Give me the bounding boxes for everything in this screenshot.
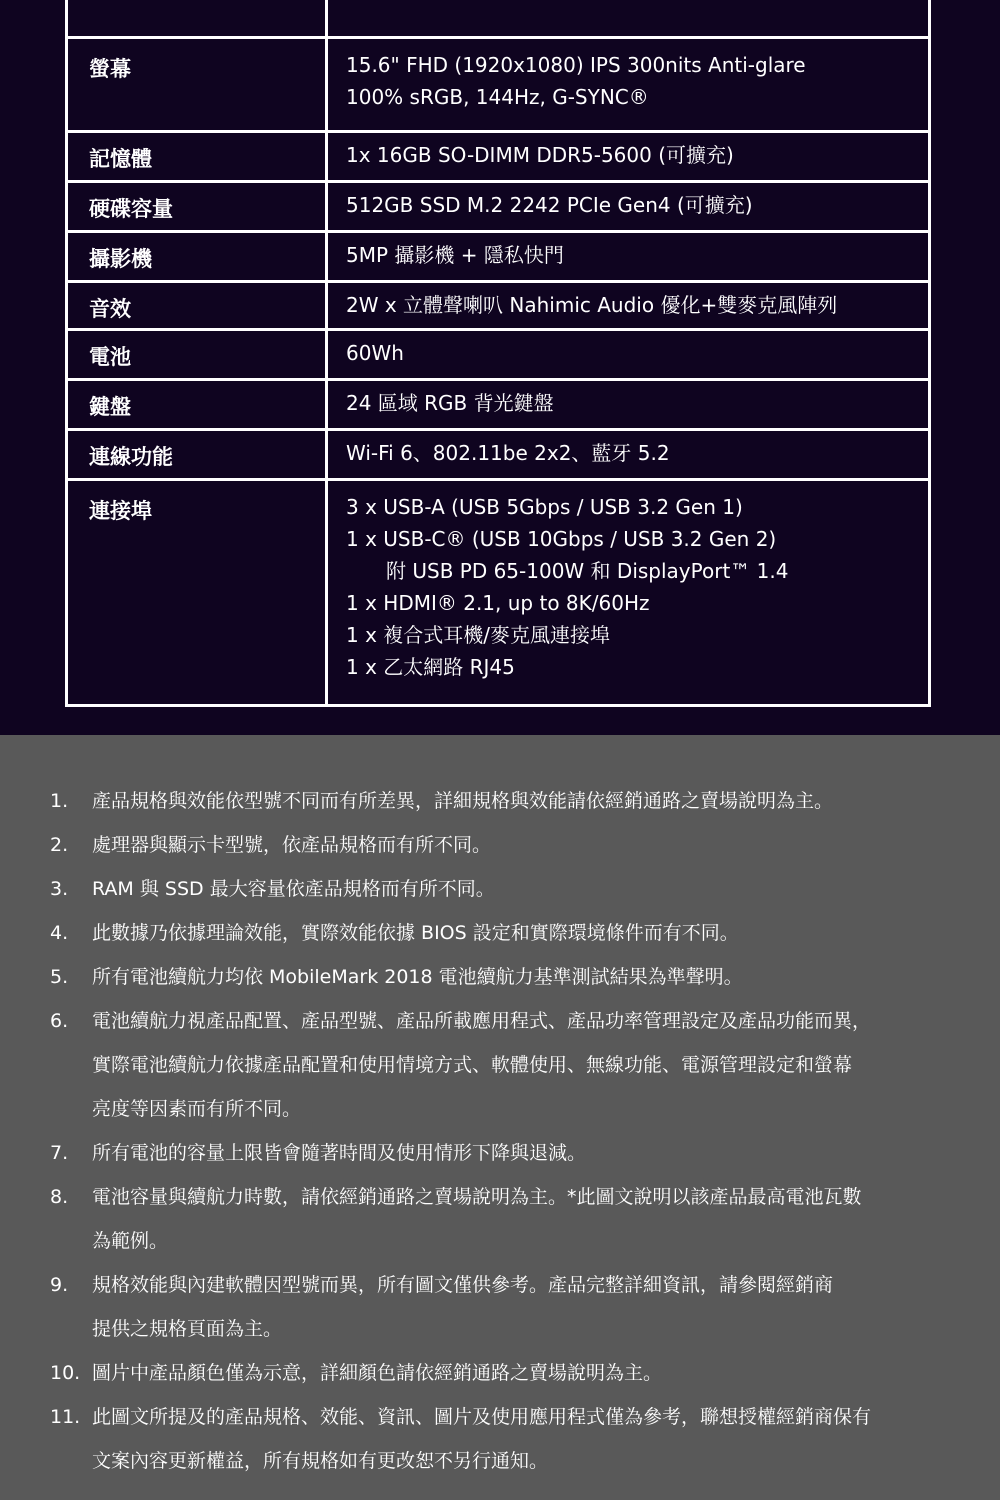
spec-row xyxy=(67,380,930,430)
notes-section xyxy=(0,735,1000,1500)
spec-row xyxy=(67,132,930,182)
spec-value-line: 1 x USB-C® (USB 10Gbps / USB 3.2 Gen 2) xyxy=(346,527,777,551)
spec-value-line: Wi-Fi 6、802.11be 2x2、藍牙 5.2 xyxy=(346,441,670,465)
spec-value-line: 附 USB PD 65-100W 和 DisplayPort™ 1.4 xyxy=(386,559,789,583)
spec-label: 音效 xyxy=(67,282,327,330)
spec-value xyxy=(327,38,930,132)
note-item xyxy=(0,1175,1000,1263)
note-item xyxy=(0,911,1000,955)
note-item xyxy=(0,999,1000,1131)
spec-value-line: 1 x 乙太網路 RJ45 xyxy=(346,655,515,679)
spec-label: 連接埠 xyxy=(67,480,327,706)
note-text-line: 文案內容更新權益，所有規格如有更改恕不另行通知。 xyxy=(92,1450,549,1472)
note-item xyxy=(0,1131,1000,1175)
note-number: 9. xyxy=(50,1274,69,1296)
note-text-line: 電池容量與續航力時數，請依經銷通路之賣場說明為主。*此圖文說明以該產品最高電池瓦數 xyxy=(92,1186,862,1208)
note-item xyxy=(0,823,1000,867)
note-text-line: 產品規格與效能依型號不同而有所差異，詳細規格與效能請依經銷通路之賣場說明為主。 xyxy=(92,790,834,812)
spec-value-line: 1 x 複合式耳機/麥克風連接埠 xyxy=(346,623,611,647)
spec-label: 連線功能 xyxy=(67,430,327,480)
note-text-line: 此數據乃依據理論效能，實際效能依據 BIOS 設定和實際環境條件而有不同。 xyxy=(92,922,739,944)
spec-value-line: 1x 16GB SO-DIMM DDR5-5600 (可擴充) xyxy=(346,143,734,167)
spec-value xyxy=(327,0,930,38)
spec-value-line: 15.6" FHD (1920x1080) IPS 300nits Anti-glare xyxy=(346,53,806,77)
note-number: 6. xyxy=(50,1010,69,1032)
spec-value xyxy=(327,430,930,480)
spec-label: 鍵盤 xyxy=(67,380,327,430)
note-text-line: 圖片中產品顏色僅為示意，詳細顏色請依經銷通路之賣場說明為主。 xyxy=(92,1362,663,1384)
spec-label: 記憶體 xyxy=(67,132,327,182)
note-text-line: RAM 與 SSD 最大容量依產品規格而有所不同。 xyxy=(92,878,495,900)
note-text-line: 電池續航力視產品配置、產品型號、產品所載應用程式、產品功率管理設定及產品功能而異， xyxy=(92,1010,872,1032)
note-text-line: 所有電池續航力均依 MobileMark 2018 電池續航力基準測試結果為準聲明。 xyxy=(92,966,743,988)
note-number: 7. xyxy=(50,1142,69,1164)
note-number: 2. xyxy=(50,834,69,856)
note-number: 8. xyxy=(50,1186,69,1208)
note-number: 5. xyxy=(50,966,69,988)
note-number: 1. xyxy=(50,790,69,812)
spec-label: 電池 xyxy=(67,330,327,380)
spec-value xyxy=(327,232,930,282)
note-text-line: 實際電池續航力依據產品配置和使用情境方式、軟體使用、無線功能、電源管理設定和螢幕 xyxy=(92,1054,853,1076)
note-text-line: 規格效能與內建軟體因型號而異，所有圖文僅供參考。產品完整詳細資訊，請參閱經銷商 xyxy=(92,1274,834,1296)
spec-value-line: 100% sRGB, 144Hz, G-SYNC® xyxy=(346,85,649,109)
note-text-line: 為範例。 xyxy=(92,1230,169,1252)
spec-value xyxy=(327,132,930,182)
spec-row xyxy=(67,330,930,380)
spec-value-line: 2W x 立體聲喇叭 Nahimic Audio 優化+雙麥克風陣列 xyxy=(346,293,838,317)
note-item xyxy=(0,779,1000,823)
note-item xyxy=(0,955,1000,999)
note-text-line: 所有電池的容量上限皆會隨著時間及使用情形下降與退減。 xyxy=(92,1142,587,1164)
note-text-line: 亮度等因素而有所不同。 xyxy=(92,1098,302,1120)
note-number: 4. xyxy=(50,922,69,944)
note-text-line: 處理器與顯示卡型號，依產品規格而有所不同。 xyxy=(92,834,492,856)
note-number: 3. xyxy=(50,878,69,900)
note-item xyxy=(0,1263,1000,1351)
spec-section xyxy=(0,0,1000,735)
spec-label: 硬碟容量 xyxy=(67,182,327,232)
note-item xyxy=(0,1395,1000,1483)
spec-table xyxy=(65,0,931,707)
spec-label: 攝影機 xyxy=(67,232,327,282)
spec-label xyxy=(67,0,327,38)
note-item xyxy=(0,867,1000,911)
note-number: 11. xyxy=(50,1406,81,1428)
spec-value xyxy=(327,480,930,706)
spec-row xyxy=(67,232,930,282)
spec-value-line: 60Wh xyxy=(346,341,404,365)
spec-value-line: 512GB SSD M.2 2242 PCIe Gen4 (可擴充) xyxy=(346,193,753,217)
spec-row xyxy=(67,182,930,232)
note-text-line: 此圖文所提及的產品規格、效能、資訊、圖片及使用應用程式僅為參考，聯想授權經銷商保有 xyxy=(92,1406,872,1428)
spec-row xyxy=(67,430,930,480)
spec-value xyxy=(327,330,930,380)
spec-value xyxy=(327,380,930,430)
spec-row xyxy=(67,38,930,132)
note-text-line: 提供之規格頁面為主。 xyxy=(92,1318,283,1340)
note-item xyxy=(0,1351,1000,1395)
spec-row xyxy=(67,282,930,330)
spec-value xyxy=(327,282,930,330)
notes-list xyxy=(0,779,1000,1483)
note-number: 10. xyxy=(50,1362,81,1384)
spec-value xyxy=(327,182,930,232)
spec-value-line: 1 x HDMI® 2.1, up to 8K/60Hz xyxy=(346,591,650,615)
spec-row xyxy=(67,0,930,38)
spec-value-line: 5MP 攝影機 + 隱私快門 xyxy=(346,243,564,267)
spec-row xyxy=(67,480,930,706)
spec-label: 螢幕 xyxy=(67,38,327,132)
spec-value-line: 3 x USB-A (USB 5Gbps / USB 3.2 Gen 1) xyxy=(346,495,743,519)
spec-value-line: 24 區域 RGB 背光鍵盤 xyxy=(346,391,554,415)
